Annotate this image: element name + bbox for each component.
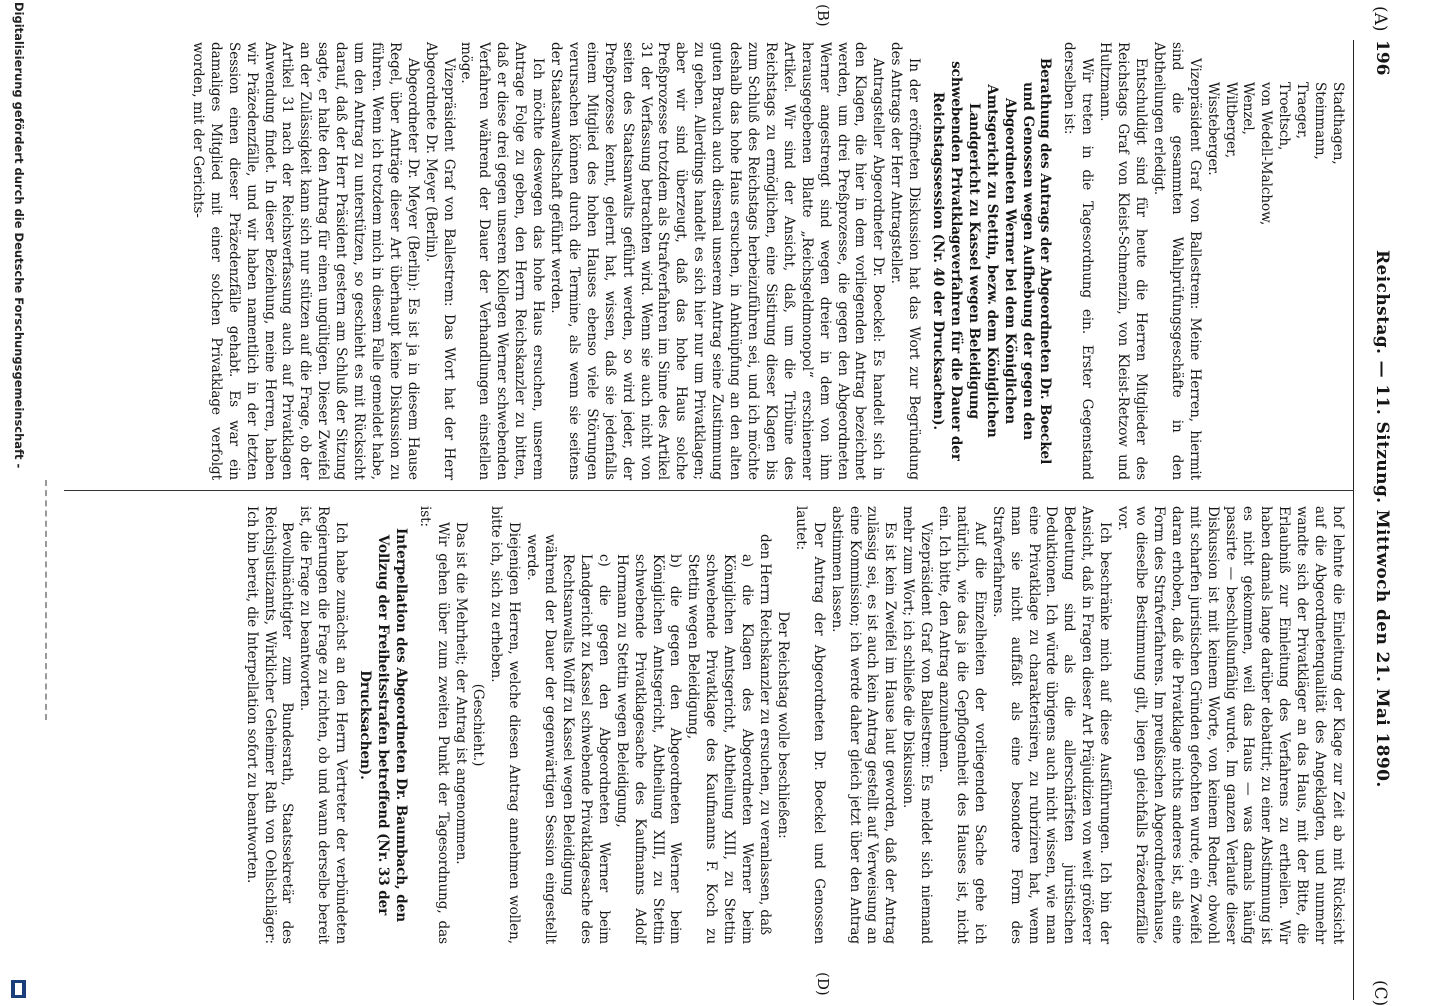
paragraph: hof lehnte die Einleitung der Klage zur Zeit ab mit Rücksicht auf die Abgeordnetenqualität des Angeklagten, und nunmehr wandte sich der Privatkläger an das Haus, mit der Bitte, die Erlaubniß zur Einleitung des Verfahrens zu ertheilen. Wir haben damals lange darüber debattirt; zu einer Abstimmung ist es nicht gekommen, weil das Haus — was damals häufig passirte — beschlußunfähig wurde. Im ganzen Verlaufe dieser Diskussion ist mit keinem Worte, von keinem Redner, obwohl mit scharfen juristischen Gründen gefochten wurde, ein Zweifel daran erhoben, daß die Privatklage nichts anderes ist, als eine Form des Strafverfahrens. Im preußischen Abgeordnetenhause, wo dieselbe Bestimmung gilt, liegen gleichfalls Präzedenzfälle vor. — [1115, 506, 1346, 944]
page-header — [1364, 0, 1398, 1006]
dfg-logo-icon — [11, 980, 26, 998]
agenda-heading: Berathung des Antrags der Abgeordneten Dr. Boeckel und Genossen wegen Aufhebung der gegen den Abgeordneten Werner bei dem Königlichen Amtsgericht zu Stettin, bezw. dem Königlichen Landgericht zu Kassel wegen Beleidigung schwebenden Privatklageverfahren für die Dauer der Reichstagssession (Nr. 40 der Drucksachen). — [930, 57, 1054, 465]
margin-mark-c: (C) — [1370, 980, 1390, 1006]
motion-item-b: b) die gegen den Abgeordneten Werner beim Königlichen Amtsgericht, Abtheilung XIII, zu Stettin schwebende Privatklagesache des Kaufmanns Adolf Hormann zu Stettin wegen Beleidigung, — [613, 554, 684, 944]
member-name: Wissteberger. — [1204, 82, 1221, 176]
margin-mark-d: (D) — [814, 972, 832, 996]
member-name: Wiltberger, — [1222, 82, 1239, 159]
agenda-heading: Interpellation des Abgeordneten Dr. Baumbach, den Vollzug der Freiheitsstrafen betreffend (Nr. 33 der Drucksachen). — [357, 527, 409, 923]
margin-mark-b: (B) — [814, 4, 832, 27]
paragraph: Wir gehen über zum zweiten Punkt der Tagesordnung, das ist: — [416, 506, 451, 944]
paragraph: Vizepräsident Graf von Ballestrem: Das Wort hat der Herr Abgeordnete Dr. Meyer (Berlin). — [422, 42, 457, 480]
paragraph: Ich habe zunächst an den Herrn Vertreter der verbündeten Regierungen die Frage zu richten, ob und wann derselbe bereit ist, die Frage zu beantworten. — [297, 506, 350, 944]
paragraph: Diejenigen Herren, welche diesen Antrag annehmen wollen, bitte ich, sich zu erheben. — [488, 506, 523, 944]
member-name: Troeltsch, — [1276, 82, 1293, 151]
member-name: Wenzel, — [1240, 82, 1257, 135]
paragraph: Antragsteller Abgeordneter Dr. Boeckel: Es handelt sich in den Klagen, die hier in dem vorliegenden Antrag bezeichnet werden, um drei Preßprozesse, die gegen den Abgeordneten Werner angestrengt sind wegen dreier in dem von ihm herausgegebenen Blatte „Reichsgeldmonopol“ erschienener Artikel. Wir sind der Ansicht, daß, um die Tribüne des Reichstags zu ermöglichen, eine Sistirung dieser Klagen bis zum Schluß des Reichstags herbeizuführen sei, und ich möchte deshalb das hohe Haus ersuchen, in Anknüpfung an den alten guten Brauch auch diesmal unserem Antrag seine Zustimmung zu geben. Allerdings handelt es sich hier nur um Privatklagen; aber wir sind überzeugt, daß das hohe Haus solche Preßprozesse trotzdem als Strafverfahren im Sinne des Artikel 31 der Verfassung betrachten wird. Wenn sie auch nicht von seiten des Staatsanwalts geführt werden, so wird jeder, der Preßprozesse kennt, gelernt hat, wissen, daß sie jedenfalls einem Mitglied des hohen Hauses ebenso viele Störungen verursachen können durch die Termine, als wenn sie seitens der Staatsanwaltschaft geführt werden. — [548, 42, 887, 480]
member-name: von Wedell-Malchow, — [1258, 82, 1275, 226]
paragraph: Bevollmächtigter zum Bundesrath, Staatssekretär des Reichsjustizamts, Wirklicher Geheimer Rath von Oehlschläger: Ich bin bereit, die Interpellation sofort zu beantworten. — [243, 506, 296, 944]
motion-item-a: a) die Klagen des Abgeordneten Werner beim Königlichen Amtsgericht, Abtheilung XIII, zu Stettin schwebende Privatklage des Kaufmanns F. Koch zu Stettin wegen Beleidigung, — [685, 554, 756, 944]
motion-text: während der Dauer der gegenwärtigen Session eingestellt werde. — [524, 534, 559, 944]
member-name: Traeger, — [1294, 82, 1311, 139]
member-name-list — [1203, 42, 1346, 480]
paragraph: Entschuldigt sind für heute die Herren Mitglieder des Reichstags Graf von Kleist-Schmenzin, von Kleist-Retzow und Hultzmann. — [1097, 42, 1150, 480]
paragraph: Vizepräsident Graf von Ballestrem: Es meldet sich niemand mehr zum Wort; ich schließe die Diskussion. — [900, 506, 935, 944]
paragraph: In der eröffneten Diskussion hat das Wort zur Begründung des Antrags der Herr Antragsteller. — [888, 42, 923, 480]
paragraph: Es ist kein Zweifel im Hause laut geworden, daß der Antrag zulässig sei, es ist auch kein Antrag gestellt auf Verweisung an eine Kommission; ich werde daher gleich jetzt über den Antrag abstimmen lassen. — [828, 506, 899, 944]
motion-intro: Der Reichstag wolle beschließen: — [774, 611, 791, 839]
column-divider — [64, 490, 1354, 491]
motion-item-c: c) die gegen den Abgeordneten Werner beim Landgericht zu Kassel schwebende Privatklagesache des Rechtsanwalts Wolff zu Kassel wegen Beleidigung — [560, 554, 612, 944]
scan-artifact — [37, 480, 47, 720]
motion-text: den Herrn Reichskanzler zu ersuchen, zu veranlassen, daß — [757, 534, 773, 936]
margin-mark-a: (A) — [1370, 6, 1390, 32]
paragraph: Ich beschränke mich auf diese Ausführungen. Ich bin der Ansicht, daß in Fragen dieser Art Präjudizien von weit größerer Bedeutung sind als die allerschärfsten juristischen Deduktionen. Ich würde übrigens auch nicht wissen, wie man eine Privatklage zu charakterisiren, zu rubriziren hat, wenn man sie nicht auffaßt als eine besondere Form des Strafverfahrens. — [989, 506, 1114, 944]
paragraph: Auf die Einzelheiten der vorliegenden Sache gehe ich natürlich, wie das ja die Gepflogenheit des Hauses ist, nicht ein. Ich bitte, den Antrag anzunehmen. — [936, 506, 988, 944]
header-rule — [1353, 40, 1354, 1000]
right-column — [242, 506, 1346, 944]
footer — [4, 0, 28, 1000]
paragraph: Der Antrag der Abgeordneten Dr. Boeckel und Genossen lautet: — [792, 506, 827, 944]
member-name: Steinmann, — [1312, 82, 1329, 160]
paragraph: Wir treten in die Tagesordnung ein. Erster Gegenstand derselben ist: — [1061, 42, 1096, 480]
page-number: 196 — [1372, 40, 1392, 76]
paragraph: Abgeordneter Dr. Meyer (Berlin): Es ist ja in diesem Hause Regel, über Anträge dieser Art überhaupt keine Diskussion zu führen. Wenn ich trotzdem mich in diesem Falle gemeldet habe, um den Antrag zu unterstützen, so geschieht es mit Rücksicht darauf, daß der Herr Präsident gestern am Schluß der Sitzung sagte, er halte den Antrag für einen ungültigen. Dieser Zweifel an der Zulässigkeit kann sich nur stützen auf die Frage, ob der Artikel 31 nach der Reichsverfassung auch auf Privatklagen Anwendung findet. In dieser Beziehung, meine Herren, haben wir Präzedenzfälle, und wir haben namentlich in der letzten Session einen dieser Präzedenzfälle gehabt. Es war ein damaliges Mitglied mit einer solchen Privatklage verfolgt worden, mit der Gerichts- — [189, 42, 421, 480]
stage-direction: (Geschieht.) — [470, 683, 487, 767]
member-name: Stadthagen, — [1330, 82, 1346, 165]
paragraph: Das ist die Mehrheit; der Antrag ist angenommen. — [452, 522, 469, 865]
footer-text: Digitalisierung gefördert durch die Deutsche Forschungsgemeinschaft - — [12, 2, 26, 469]
paragraph: Ich möchte deswegen das hohe Haus ersuchen, unserem Antrage Folge zu geben, den Herrn Reichskanzler zu bitten, daß er diese drei gegen unseren Kollegen Werner schwebenden Verfahren während der Dauer der Verhandlungen einstellen möge. — [458, 42, 547, 480]
left-column — [188, 42, 1346, 480]
page-title: Reichstag. — 11. Sitzung. Mittwoch den 21. Mai 1890. — [1372, 250, 1392, 788]
paragraph: Vizepräsident Graf von Ballestrem: Meine Herren, hiermit sind die gesammten Wahlprüfungsgeschäfte in den Abtheilungen erledigt. — [1150, 42, 1203, 480]
